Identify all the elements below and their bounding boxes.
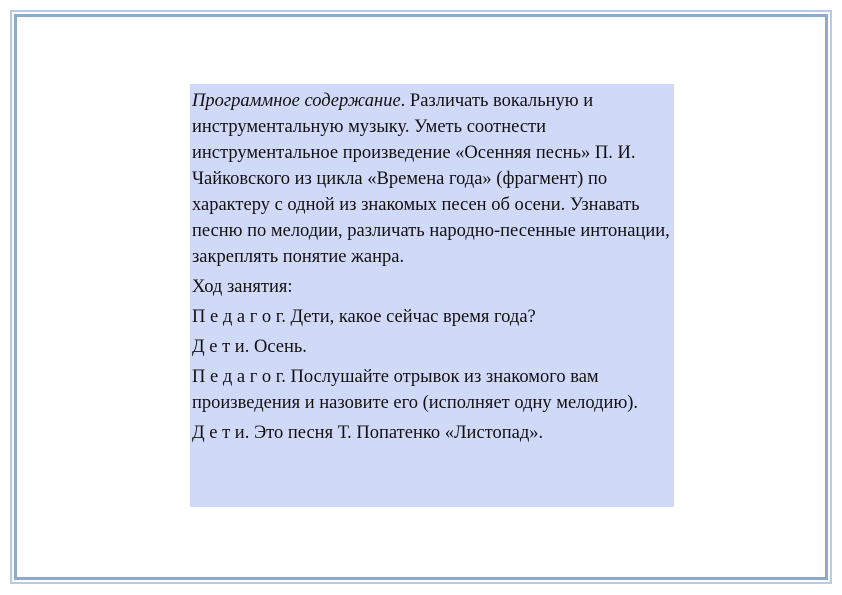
dialogue-line xyxy=(192,364,674,416)
program-content-paragraph xyxy=(192,88,674,270)
dialogue-text: Это песня Т. Попатенко «Листопад». xyxy=(249,423,544,443)
dialogue-line xyxy=(192,334,674,360)
dialogue-line xyxy=(192,420,674,446)
dialogue-text: Послушайте отрывок из знакомого вам произведения и назовите его (исполняет одну мелодию). xyxy=(192,367,639,413)
speaker-label: П е д а г о г. xyxy=(192,307,286,327)
program-content-text: . Различать вокальную и инструментальную музыку. Уметь соотнести инструментальное произведение «Осенняя песнь» П. И. Чайковского из цикла «Времена года» (фрагмент) по характеру с одной из знакомых песен об осени. Узнавать песню по мелодии, различать народно-песенные интонации, закреплять понятие жанра. xyxy=(192,91,670,267)
lesson-text-box xyxy=(190,84,674,507)
dialogue-text: Осень. xyxy=(249,337,307,357)
dialogue-line xyxy=(192,304,674,330)
dialogue-text: Дети, какое сейчас время года? xyxy=(285,307,536,327)
speaker-label: Д е т и. xyxy=(192,337,250,357)
program-content-label: Программное содержание xyxy=(192,91,401,111)
speaker-label: П е д а г о г. xyxy=(192,367,286,387)
lesson-heading: Ход занятия: xyxy=(192,277,293,297)
speaker-label: Д е т и. xyxy=(192,423,250,443)
